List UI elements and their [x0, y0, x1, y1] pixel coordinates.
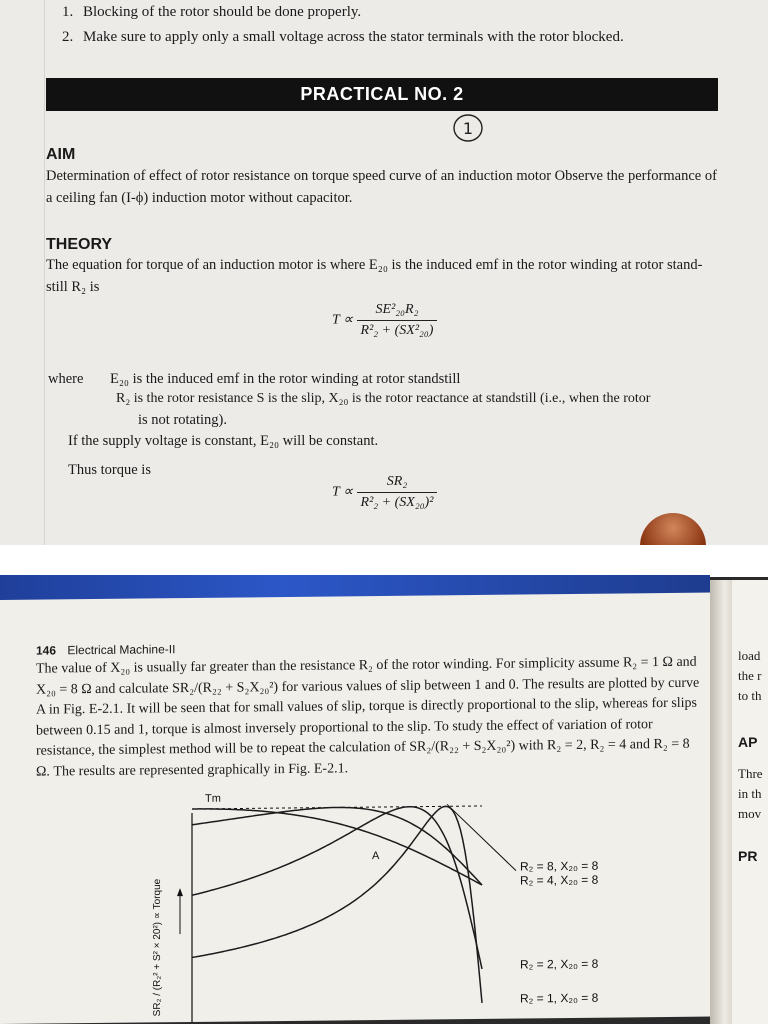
list-number: 1.: [62, 4, 74, 20]
curve-a-label: A: [372, 850, 380, 863]
torque-formula-1: [332, 302, 437, 339]
torque-formula-2: [332, 474, 437, 511]
torque-curve: [192, 806, 482, 972]
theory-text: The equation for torque of an induction motor is where E₂₀ is the induced emf in the rotor winding at rotor stand-still R₂ is: [46, 257, 703, 295]
supply-voltage-line: If the supply voltage is constant, E₂₀ will be constant.: [68, 433, 379, 449]
legend-label: R₂ = 1, X₂₀ = 8: [520, 990, 599, 1006]
torque-curve: [192, 806, 482, 1006]
leader-line: [447, 804, 516, 872]
page-number: 146: [36, 643, 57, 658]
thumb-shadow: [640, 513, 706, 545]
formula-lhs: T ∝: [332, 484, 354, 500]
where-definition-r2: R₂ is the rotor resistance S is the slip, X₂₀ is the rotor reactance at standstill (i.e., when the rotor: [116, 391, 651, 406]
legend: [520, 859, 599, 1006]
edge-text: mov: [738, 806, 762, 821]
edge-text: to th: [738, 688, 762, 703]
where-definition-e20: E₂₀ is the induced emf in the rotor winding at rotor standstill: [110, 371, 461, 387]
page-gap: [0, 545, 768, 577]
formula-numerator: SR₂: [357, 474, 438, 493]
page-margin-line: [44, 0, 45, 545]
practical-banner: PRACTICAL NO. 2: [46, 78, 718, 111]
right-page-edge: [732, 580, 768, 1024]
body-paragraph: The value of X₂₀ is usually far greater than the resistance R₂ of the rotor winding. For simplicity assume R₂ = 1 Ω and X₂₀ = 8 Ω and calculate SR₂/(R₂₂ + S₂X₂₀²) for various values of slip between 1 and 0. The results are plotted by curve A in Fig. E-2.1. It will be seen that for small values of slip, torque is directly proportional to the slip, whereas for slips between 0.15 and 1, torque is almost inversely proportional to the slip. To study the effect of variation of rotor resistance, the simplest method will be to repeat the calculation of SR₂/(R₂₂ + S₂X₂₀²) with R₂ = 2, R₂ = 4 and R₂ = 8 Ω. The results are represented graphically in Fig. E-2.1.: [36, 654, 700, 780]
formula-lhs: T ∝: [332, 312, 354, 328]
torque-slip-chart: [0, 593, 712, 1024]
torque-curve: [192, 806, 482, 888]
y-axis-arrowhead: [177, 888, 183, 896]
where-label: where: [48, 371, 84, 387]
theory-heading: THEORY: [46, 236, 113, 253]
legend-label: R₂ = 4, X₂₀ = 8: [520, 872, 599, 888]
thus-torque-line: Thus torque is: [68, 462, 151, 478]
formula-numerator: SE²₂₀R₂: [357, 302, 438, 321]
list-number: 2.: [62, 29, 74, 45]
handwritten-circled-number: [452, 112, 484, 144]
aim-text: Determination of effect of rotor resistance on torque speed curve of an induction motor Observe the performance of a ceiling fan (I-ϕ) induction motor without capacitor.: [46, 168, 717, 206]
formula-denominator: R²₂ + (SX₂₀)²: [360, 495, 434, 510]
lower-book-page: [0, 593, 712, 1024]
running-title: Electrical Machine-II: [67, 642, 176, 658]
book-spine: [710, 580, 734, 1024]
edge-text: Thre: [738, 766, 763, 781]
edge-heading: PR: [738, 848, 758, 864]
legend-label: R₂ = 8, X₂₀ = 8: [520, 858, 599, 874]
list-text: Blocking of the rotor should be done properly.: [83, 4, 362, 20]
edge-heading: AP: [738, 734, 758, 750]
list-item: [62, 4, 361, 21]
edge-text: in th: [738, 786, 762, 801]
where-definition-cont: is not rotating).: [138, 412, 228, 428]
formula-fraction: [357, 474, 438, 511]
legend-label: R₂ = 2, X₂₀ = 8: [520, 956, 599, 972]
handwritten-mark-text: 1: [462, 119, 474, 138]
list-item: [62, 29, 624, 46]
curve-group: [192, 806, 482, 1006]
formula-denominator: R²₂ + (SX²₂₀): [360, 323, 434, 338]
formula-fraction: [357, 302, 438, 339]
edge-text: the r: [738, 668, 762, 683]
edge-text: load: [738, 648, 761, 663]
aim-heading: AIM: [46, 146, 76, 163]
tm-label: Tm: [205, 792, 221, 805]
list-text: Make sure to apply only a small voltage across the stator terminals with the rotor blocked.: [83, 29, 624, 45]
y-axis-label: SR₂ / (R₂² + S² × 20²) ∝ Torque: [152, 878, 163, 1017]
